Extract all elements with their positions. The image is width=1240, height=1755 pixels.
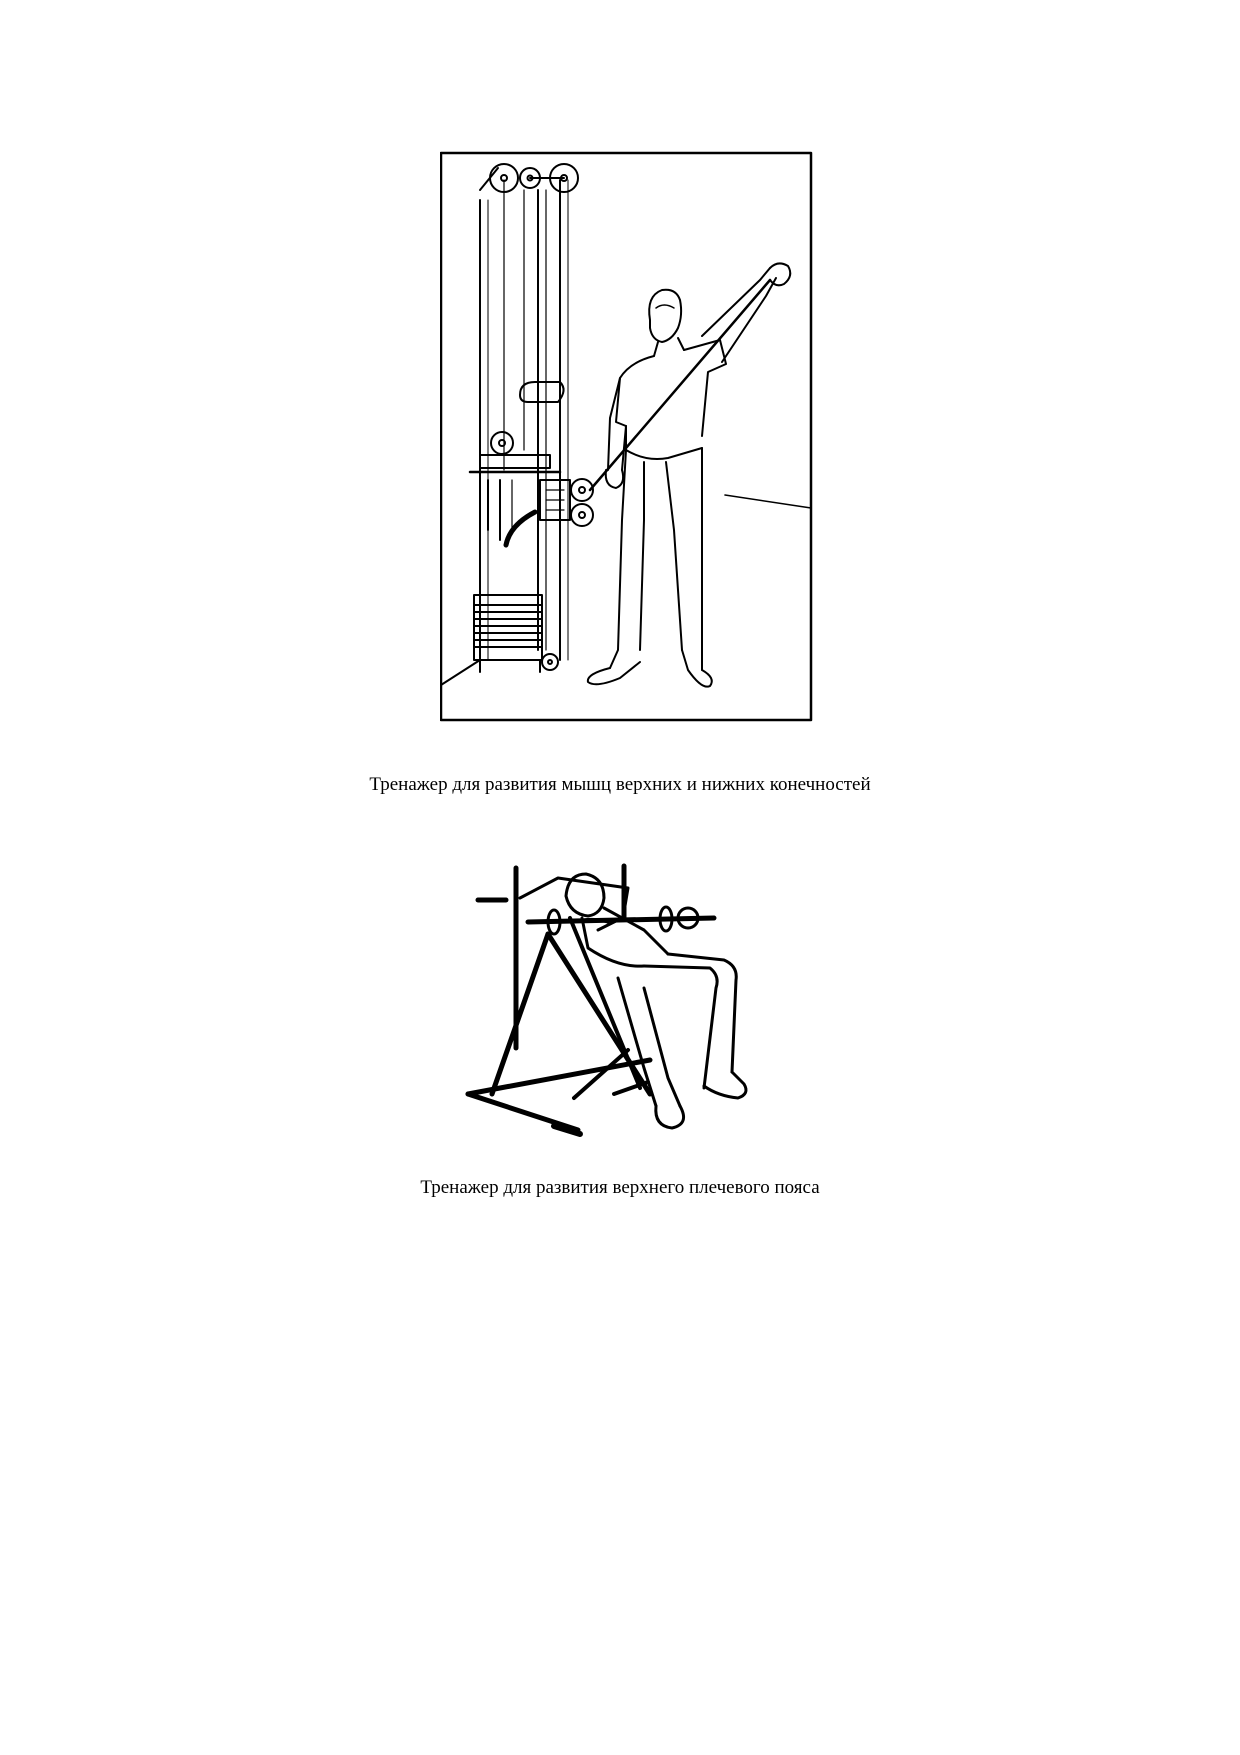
cable-machine-illustration [440,150,814,726]
figure-cable-machine [440,150,814,726]
figure-caption: Тренажер для развития мышц верхних и нижних конечностей [369,774,871,795]
figure-caption: Тренажер для развития верхнего плечевого пояса [420,1177,820,1198]
figure-incline-bench [458,858,758,1148]
incline-bench-illustration [458,858,758,1148]
